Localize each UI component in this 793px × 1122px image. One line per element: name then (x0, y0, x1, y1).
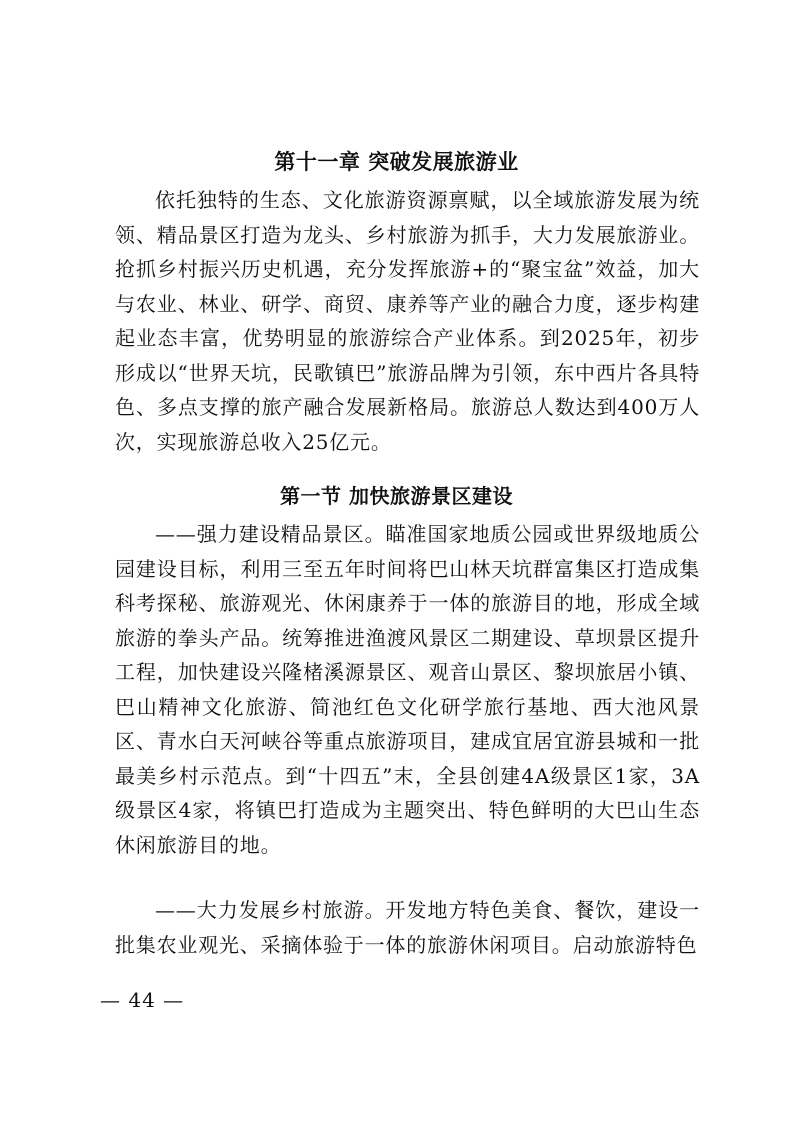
section-paragraph-rural-tourism: ——大力发展乡村旅游。开发地方特色美食、餐饮，建设一批集农业观光、采摘体验于一体的旅游休闲项目。启动旅游特色 (115, 898, 700, 957)
chapter-title: 第十一章 突破发展旅游业 (274, 150, 519, 174)
page-number: — 44 — (100, 988, 185, 1012)
chapter-intro-paragraph: 依托独特的生态、文化旅游资源禀赋，以全域旅游发展为统领、精品景区打造为龙头、乡村旅游为抓手，大力发展旅游业。抢抓乡村振兴历史机遇，充分发挥旅游+的“聚宝盆”效益，加大与农业、林业、研学、商贸、康养等产业的融合力度，逐步构建起业态丰富，优势明显的旅游综合产业体系。到2025年，初步形成以“世界天坑，民歌镇巴”旅游品牌为引领，东中西片各具特色、多点支撑的旅产融合发展新格局。旅游总人数达到400万人次，实现旅游总收入25亿元。 (115, 188, 700, 454)
section-title: 第一节 加快旅游景区建设 (280, 484, 513, 508)
section-paragraph-scenic-areas: ——强力建设精品景区。瞄准国家地质公园或世界级地质公园建设目标，利用三至五年时间将巴山林天坑群富集区打造成集科考探秘、旅游观光、休闲康养于一体的旅游目的地，形成全域旅游的拳头产品。统筹推进渔渡风景区二期建设、草坝景区提升工程，加快建设兴隆楮溪源景区、观音山景区、黎坝旅居小镇、巴山精神文化旅游、简池红色文化研学旅行基地、西大池风景区、青水白天河峡谷等重点旅游项目，建成宜居宜游县城和一批最美乡村示范点。到“十四五”末，全县创建4A级景区1家，3A级景区4家，将镇巴打造成为主题突出、特色鲜明的大巴山生态休闲旅游目的地。 (115, 522, 700, 857)
